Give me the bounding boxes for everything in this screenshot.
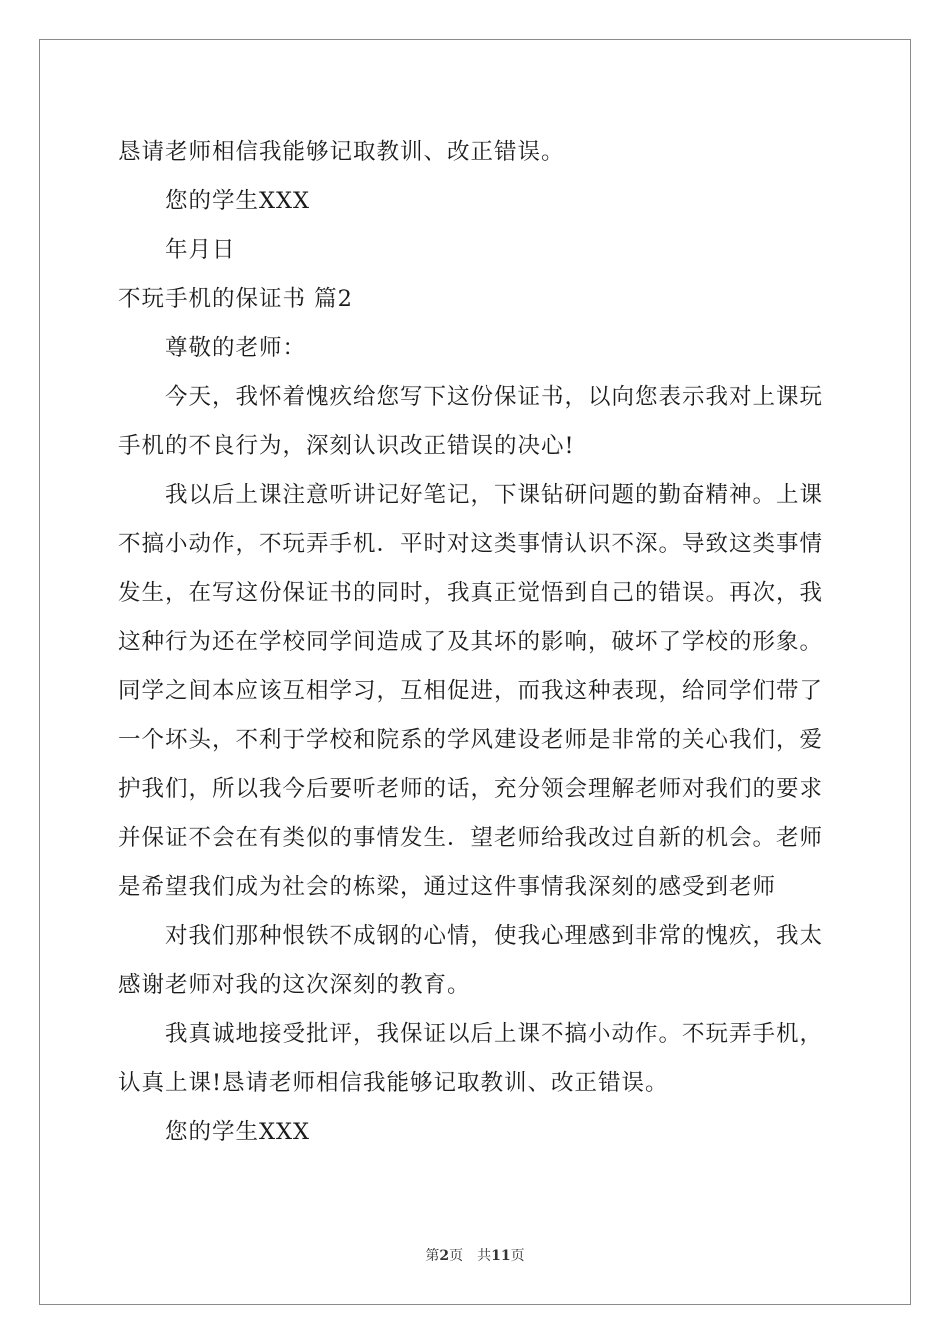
page-suffix: 页 — [449, 1248, 464, 1264]
section-title: 不玩手机的保证书 篇2 — [118, 286, 353, 312]
text-line: 一个坏头，不利于学校和院系的学风建设老师是非常的关心我们，爱 — [118, 727, 824, 753]
date-line: 年月日 — [165, 237, 236, 263]
text-line: 手机的不良行为，深刻认识改正错误的决心! — [118, 433, 575, 459]
text-line: 感谢老师对我的这次深刻的教育。 — [118, 972, 471, 998]
text-line: 护我们，所以我今后要听老师的话，充分领会理解老师对我们的要求 — [118, 776, 824, 802]
total-prefix: 共 — [477, 1248, 492, 1264]
text-line: 是希望我们成为社会的栋梁，通过这件事情我深刻的感受到老师 — [118, 874, 777, 900]
page-footer — [0, 1245, 950, 1265]
total-pages: 11 — [491, 1248, 511, 1264]
text-line: 同学之间本应该互相学习，互相促进，而我这种表现，给同学们带了 — [118, 678, 824, 704]
text-line: 认真上课!恳请老师相信我能够记取教训、改正错误。 — [118, 1070, 669, 1096]
signature-line: 您的学生XXX — [165, 1119, 311, 1145]
salutation: 尊敬的老师： — [165, 335, 307, 361]
text-line: 恳请老师相信我能够记取教训、改正错误。 — [118, 139, 565, 165]
text-line: 我以后上课注意听讲记好笔记，下课钻研问题的勤奋精神。上课 — [165, 482, 824, 508]
page-prefix: 第 — [425, 1248, 440, 1264]
text-line: 今天，我怀着愧疚给您写下这份保证书，以向您表示我对上课玩 — [165, 384, 824, 410]
text-line: 这种行为还在学校同学间造成了及其坏的影响，破坏了学校的形象。 — [118, 629, 824, 655]
text-line: 不搞小动作，不玩弄手机．平时对这类事情认识不深。导致这类事情 — [118, 531, 824, 557]
document-body — [118, 128, 836, 1157]
total-suffix: 页 — [510, 1248, 525, 1264]
text-line: 并保证不会在有类似的事情发生．望老师给我改过自新的机会。老师 — [118, 825, 824, 851]
text-line: 我真诚地接受批评，我保证以后上课不搞小动作。不玩弄手机， — [165, 1021, 824, 1047]
signature-line: 您的学生XXX — [165, 188, 311, 214]
text-line: 对我们那种恨铁不成钢的心情，使我心理感到非常的愧疚，我太 — [165, 923, 824, 949]
text-line: 发生，在写这份保证书的同时，我真正觉悟到自己的错误。再次，我 — [118, 580, 824, 606]
page-number: 2 — [439, 1248, 450, 1264]
